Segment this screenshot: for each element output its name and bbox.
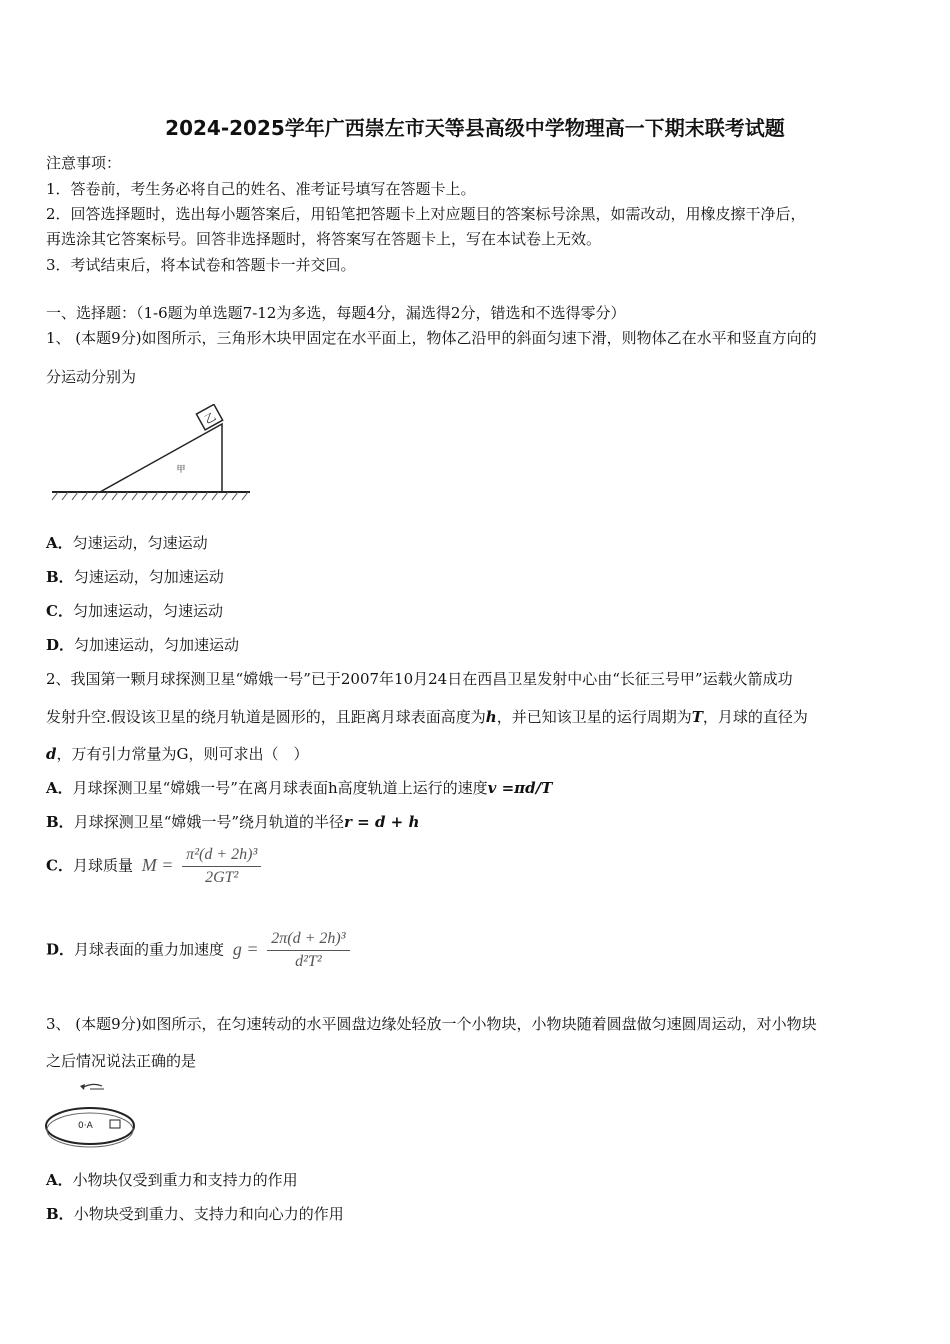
formula-gravity: $\frac{\text{2π(d + 2h)³}}{\text{d²T²}}$ [267,930,349,971]
notice-item-2: 2．回答选择题时，选出每小题答案后，用铅笔把答题卡上对应题目的答案标号涂黑，如需改动，用橡皮擦干净后， [46,205,806,223]
q1-stem-line1: 1、 (本题9分)如图所示，三角形木块甲固定在水平面上，物体乙沿甲的斜面匀速下滑，则物体乙在水平和竖直方向的 [46,329,817,347]
ground-hatching [52,492,248,500]
small-block [110,1120,120,1128]
q2-stem-line3: d，万有引力常量为G，则可求出（ ） [46,745,309,763]
q1-option-b[interactable]: B．匀速运动，匀加速运动 [46,568,224,586]
q2-stem-line2: 发射升空.假设该卫星的绕月轨道是圆形的，且距离月球表面高度为h，并已知该卫星的运行周期为T，月球的直径为 [46,708,808,726]
q2-option-a[interactable]: A．月球探测卫星“嫦娥一号”在离月球表面h高度轨道上运行的速度v =πd/T [46,779,553,797]
formula-lhs-M: M = [141,854,174,875]
inclined-plane-figure [50,404,255,504]
q2-stem-line1: 2、我国第一颗月球探测卫星“嫦娥一号”已于2007年10月24日在西昌卫星发射中心由“长征三号甲”运载火箭成功 [46,670,793,688]
formula-lhs-g: g = [232,938,259,959]
label-jia: 甲 [176,465,186,475]
svg-text:乙: 乙 [202,410,219,427]
wedge-jia [100,424,222,492]
rotation-arrow [82,1084,102,1088]
q2-option-d[interactable]: D．月球表面的重力加速度 g = $\frac{\text{2π(d + 2h)³}}{\text{d²T²}}$ [46,930,908,971]
q3-stem-line2: 之后情况说法正确的是 [46,1052,197,1070]
q1-option-c[interactable]: C．匀加速运动，匀速运动 [46,602,223,620]
q2-option-b[interactable]: B．月球探测卫星“嫦娥一号”绕月轨道的半径r = d + h [46,813,420,831]
formula-mass: $\frac{\text{π²(d + 2h)³}}{\text{2GT²}}$ [182,846,261,887]
page-title: 2024-2025学年广西崇左市天等县高级中学物理高一下期末联考试题 [165,116,785,140]
rotating-disk-figure [44,1080,140,1150]
disk-label: 0·A [78,1121,93,1131]
notice-heading: 注意事项： [46,154,122,172]
section-heading: 一、选择题：（1-6题为单选题7-12为多选，每题4分，漏选得2分，错选和不选得零分） [46,304,626,322]
q1-stem-line2: 分运动分别为 [46,368,137,386]
q1-option-d[interactable]: D．匀加速运动，匀加速运动 [46,636,240,654]
q1-option-a[interactable]: A．匀速运动，匀速运动 [46,534,208,552]
notice-item-3: 3．考试结束后，将本试卷和答题卡一并交回。 [46,256,356,274]
q3-option-a[interactable]: A．小物块仅受到重力和支持力的作用 [46,1171,298,1189]
q3-option-b[interactable]: B．小物块受到重力、支持力和向心力的作用 [46,1205,344,1223]
q3-stem-line1: 3、 (本题9分)如图所示，在匀速转动的水平圆盘边缘处轻放一个小物块，小物块随着圆盘做匀速圆周运动，对小物块 [46,1015,817,1033]
notice-item-2-cont: 再选涂其它答案标号。回答非选择题时，将答案写在答题卡上，写在本试卷上无效。 [46,230,602,248]
q2-option-c[interactable]: C．月球质量 M = $\frac{\text{π²(d + 2h)³}}{\text{2GT²}}$ [46,846,908,887]
notice-item-1: 1．答卷前，考生务必将自己的姓名、准考证号填写在答题卡上。 [46,180,476,198]
